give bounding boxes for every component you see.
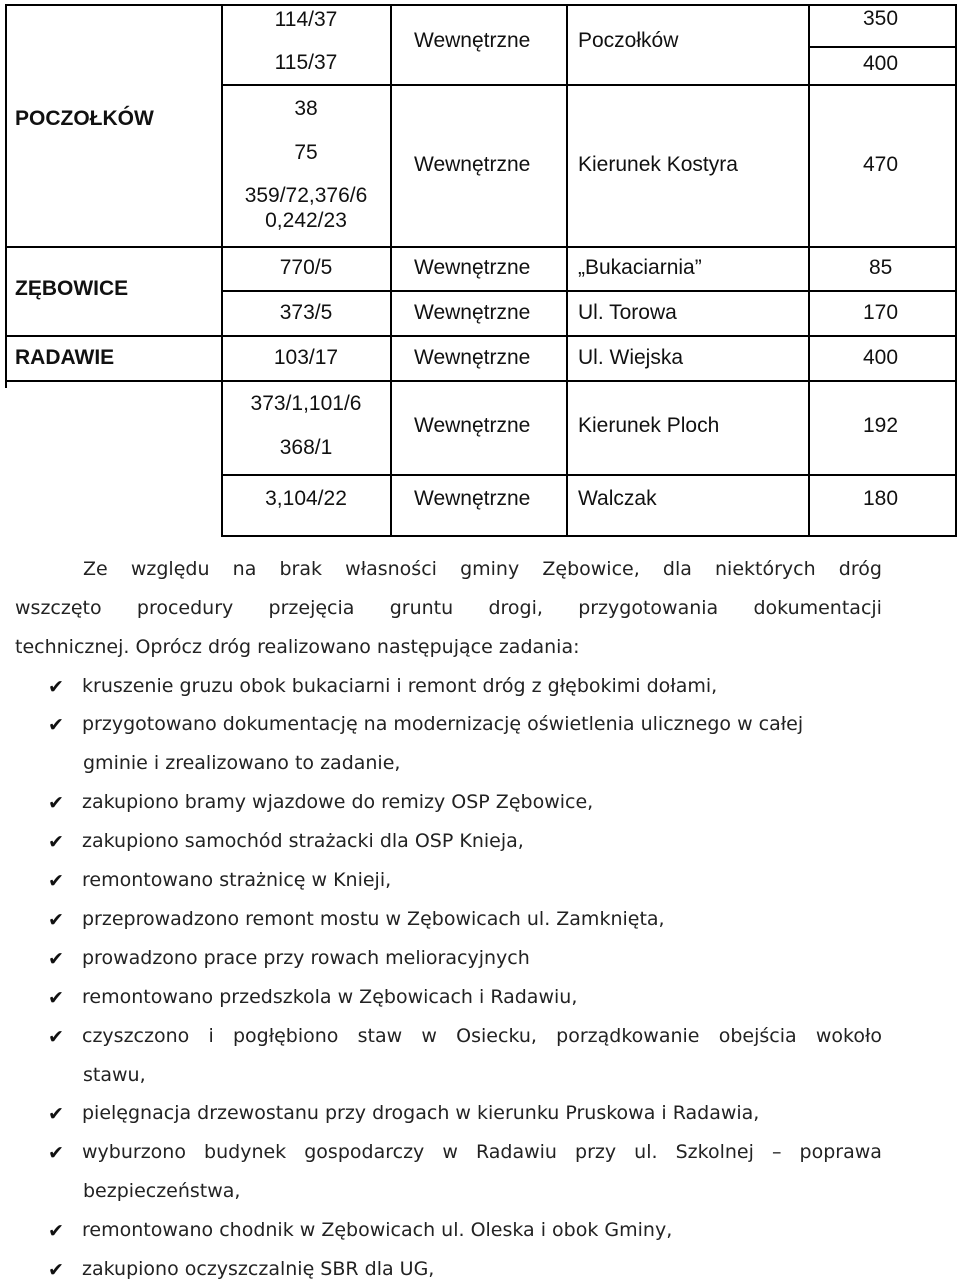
road-location: „Bukaciarnia”	[578, 256, 702, 279]
word: gruntu	[389, 597, 454, 619]
word: pogłębiono	[232, 1025, 339, 1047]
word: gospodarczy	[304, 1141, 425, 1163]
word: wyburzono	[82, 1141, 186, 1163]
word: niektórych	[715, 558, 816, 580]
check-icon: ✔	[48, 1103, 64, 1125]
row-line-length-split	[808, 46, 957, 48]
list-item: zakupiono samochód strażacki dla OSP Knieja,	[82, 830, 524, 852]
plot-number: 3,104/22	[265, 487, 347, 510]
paragraph-line-3: technicznej. Oprócz dróg realizowano następujące zadania:	[15, 636, 580, 658]
row-line-1	[221, 84, 957, 86]
check-icon: ✔	[48, 909, 64, 931]
word: Zębowice,	[542, 558, 640, 580]
road-length: 85	[869, 256, 893, 279]
plot-number: 115/37	[274, 51, 338, 74]
road-location: Walczak	[578, 487, 657, 510]
check-icon: ✔	[48, 831, 64, 853]
road-type: Wewnętrzne	[414, 29, 531, 52]
road-type: Wewnętrzne	[414, 256, 531, 279]
word: dla	[662, 558, 692, 580]
word: –	[771, 1141, 782, 1163]
list-item	[82, 1027, 882, 1046]
check-icon: ✔	[48, 1142, 64, 1164]
list-item	[82, 1143, 882, 1162]
word: brak	[279, 558, 323, 580]
road-location: Ul. Wiejska	[578, 346, 684, 369]
check-icon: ✔	[48, 948, 64, 970]
word: Radawiu	[475, 1141, 557, 1163]
word: porządkowanie	[556, 1025, 700, 1047]
word: obejścia	[718, 1025, 797, 1047]
list-item: remontowano przedszkola w Zębowicach i Radawiu,	[82, 986, 578, 1008]
list-item-continuation: bezpieczeństwa,	[83, 1180, 241, 1202]
check-icon: ✔	[48, 676, 64, 698]
list-item: remontowano chodnik w Zębowicach ul. Oleska i obok Gminy,	[82, 1219, 673, 1241]
word: staw	[357, 1025, 403, 1047]
road-length: 192	[863, 414, 899, 437]
word: wokoło	[815, 1025, 882, 1047]
row-line-5	[5, 380, 957, 382]
road-length: 470	[863, 153, 899, 176]
list-item: przeprowadzono remont mostu w Zębowicach ul. Zamknięta,	[82, 908, 665, 930]
paragraph-line-2	[15, 599, 882, 618]
table-border-left	[5, 4, 7, 388]
paragraph-line-1	[15, 560, 882, 579]
plot-number: 373/5	[279, 301, 333, 324]
word: i	[208, 1025, 214, 1047]
road-length: 400	[863, 346, 899, 369]
road-type: Wewnętrzne	[414, 153, 531, 176]
road-type: Wewnętrzne	[414, 301, 531, 324]
table-border-bottom	[221, 535, 957, 537]
road-length: 170	[863, 301, 899, 324]
word: Szkolnej	[675, 1141, 754, 1163]
word: dróg	[838, 558, 882, 580]
road-location: Poczołków	[578, 29, 679, 52]
word: własności	[345, 558, 437, 580]
road-type: Wewnętrzne	[414, 346, 531, 369]
row-line-6	[221, 474, 957, 476]
check-icon: ✔	[48, 1026, 64, 1048]
row-line-3	[221, 290, 957, 292]
road-length: 400	[863, 52, 899, 75]
plot-number: 75	[294, 141, 318, 164]
list-item-continuation: stawu,	[83, 1064, 146, 1086]
list-item-continuation: gminie i zrealizowano to zadanie,	[83, 752, 401, 774]
road-length: 180	[863, 487, 899, 510]
road-location: Kierunek Kostyra	[578, 153, 738, 176]
check-icon: ✔	[48, 987, 64, 1009]
list-item: pielęgnacja drzewostanu przy drogach w kierunku Pruskowa i Radawia,	[82, 1102, 760, 1124]
word: w	[442, 1141, 458, 1163]
word: w	[421, 1025, 437, 1047]
table-border-top	[5, 4, 957, 6]
plot-number: 368/1	[279, 436, 333, 459]
word: wszczęto	[15, 597, 102, 619]
group-name-radawie: RADAWIE	[15, 346, 115, 369]
list-item: kruszenie gruzu obok bukaciarni i remont dróg z głębokimi dołami,	[82, 675, 718, 697]
word: procedury	[136, 597, 234, 619]
word: przy	[575, 1141, 617, 1163]
road-type: Wewnętrzne	[414, 487, 531, 510]
plot-number: 38	[294, 97, 318, 120]
road-location: Kierunek Ploch	[578, 414, 720, 437]
word: budynek	[204, 1141, 287, 1163]
word: na	[232, 558, 257, 580]
plot-number: 359/72,376/6	[244, 184, 368, 207]
plot-number: 0,242/23	[265, 209, 347, 232]
word: drogi,	[488, 597, 543, 619]
list-item: zakupiono oczyszczalnię SBR dla UG,	[82, 1258, 435, 1280]
word: przygotowania	[578, 597, 719, 619]
road-length: 350	[863, 7, 899, 30]
row-line-2	[5, 246, 957, 248]
roads-table	[0, 0, 960, 540]
group-name-poczolkow: POCZOŁKÓW	[15, 107, 154, 130]
list-item: zakupiono bramy wjazdowe do remizy OSP Zębowice,	[82, 791, 594, 813]
check-icon: ✔	[48, 1259, 64, 1281]
check-icon: ✔	[48, 714, 64, 736]
word: ul.	[634, 1141, 658, 1163]
check-icon: ✔	[48, 1220, 64, 1242]
word: gminy	[460, 558, 520, 580]
group-name-zebowice: ZĘBOWICE	[15, 277, 129, 300]
list-item: przygotowano dokumentację na modernizację oświetlenia ulicznego w całej	[82, 713, 804, 735]
road-type: Wewnętrzne	[414, 414, 531, 437]
plot-number: 114/37	[274, 8, 338, 31]
word: przejęcia	[268, 597, 355, 619]
plot-number: 373/1,101/6	[250, 392, 362, 415]
word: względu	[130, 558, 210, 580]
road-location: Ul. Torowa	[578, 301, 677, 324]
list-item: prowadzono prace przy rowach melioracyjnych	[82, 947, 530, 969]
word: poprawa	[799, 1141, 882, 1163]
word: dokumentacji	[753, 597, 882, 619]
list-item: remontowano strażnicę w Knieji,	[82, 869, 392, 891]
check-icon: ✔	[48, 870, 64, 892]
row-line-4	[5, 335, 957, 337]
word: czyszczono	[82, 1025, 190, 1047]
word: Ze	[83, 558, 108, 580]
check-icon: ✔	[48, 792, 64, 814]
plot-number: 770/5	[279, 256, 333, 279]
plot-number: 103/17	[273, 346, 339, 369]
word: Osiecku,	[456, 1025, 537, 1047]
